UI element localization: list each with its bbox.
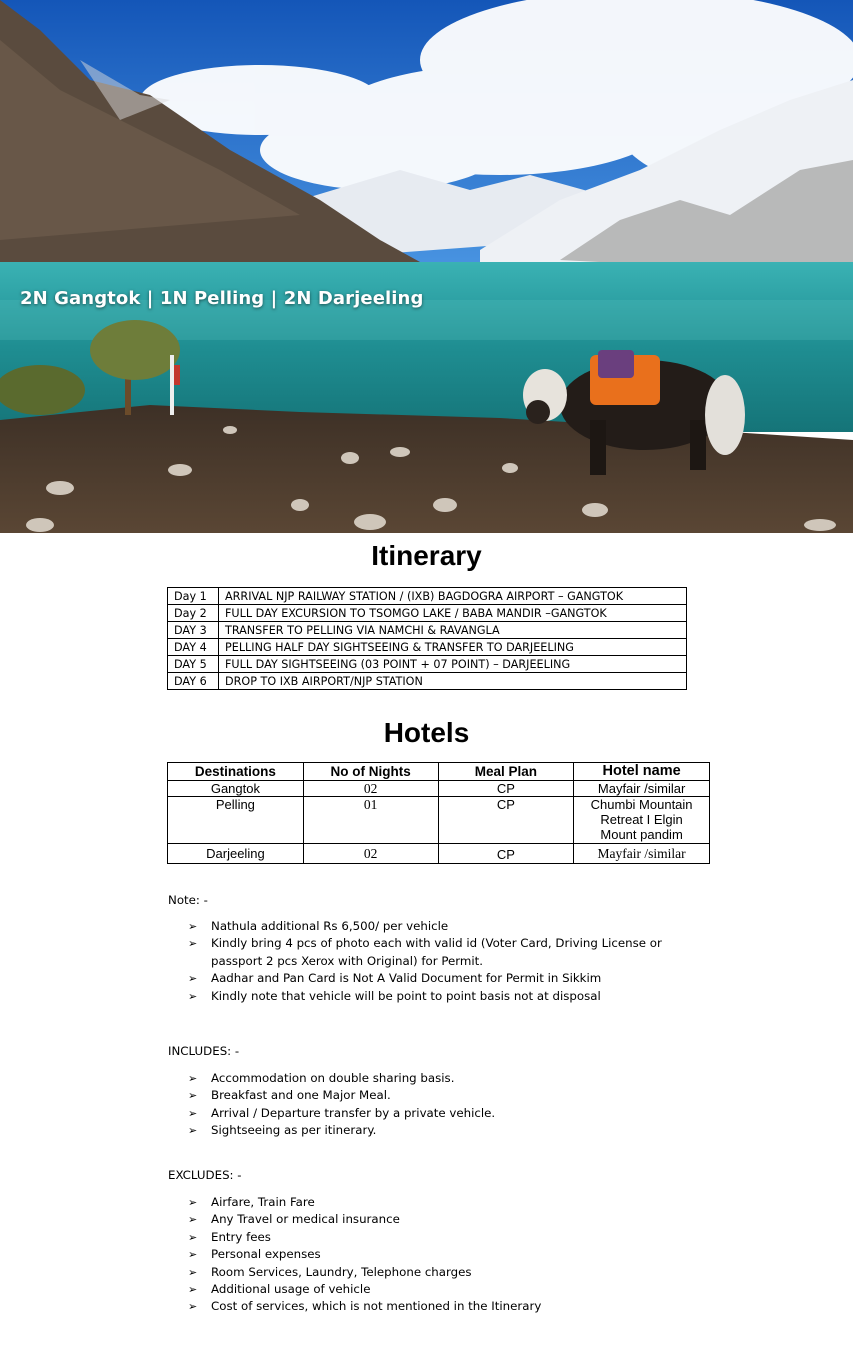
includes-label: INCLUDES: - — [168, 1044, 240, 1058]
list-item: ➢ Arrival / Departure transfer by a private vehicle. — [188, 1105, 708, 1122]
column-header-destinations: Destinations — [168, 763, 304, 781]
includes-list — [188, 1070, 708, 1140]
list-item: ➢ Nathula additional Rs 6,500/ per vehicle — [188, 918, 708, 935]
arrow-bullet-icon: ➢ — [188, 1265, 198, 1279]
tour-duration-caption: 2N Gangtok | 1N Pelling | 2N Darjeeling — [20, 288, 424, 309]
destination-cell: Darjeeling — [168, 844, 304, 864]
arrow-bullet-icon: ➢ — [188, 1283, 198, 1297]
arrow-bullet-icon: ➢ — [188, 1124, 198, 1138]
table-row — [168, 622, 687, 639]
list-item: ➢ Any Travel or medical insurance — [188, 1211, 708, 1228]
list-item: ➢ Room Services, Laundry, Telephone charges — [188, 1264, 708, 1281]
arrow-bullet-icon: ➢ — [188, 1213, 198, 1227]
list-item: ➢ Aadhar and Pan Card is Not A Valid Document for Permit in Sikkim — [188, 970, 708, 987]
day-cell: DAY 3 — [168, 622, 219, 639]
destination-cell: Gangtok — [168, 781, 304, 797]
table-row — [168, 605, 687, 622]
table-row — [168, 673, 687, 690]
hotel-name-cell: Mayfair /similar — [574, 781, 710, 797]
day-cell: Day 2 — [168, 605, 219, 622]
arrow-bullet-icon: ➢ — [188, 1089, 198, 1103]
itinerary-heading: Itinerary — [371, 540, 482, 571]
arrow-bullet-icon: ➢ — [188, 1072, 198, 1085]
arrow-bullet-icon: ➢ — [188, 1230, 198, 1244]
table-row — [168, 781, 710, 797]
activity-cell: FULL DAY EXCURSION TO TSOMGO LAKE / BABA MANDIR –GANGTOK — [219, 605, 687, 622]
day-cell: DAY 4 — [168, 639, 219, 656]
arrow-bullet-icon: ➢ — [188, 989, 198, 1003]
list-item: ➢ Cost of services, which is not mentioned in the Itinerary — [188, 1298, 708, 1315]
activity-cell: PELLING HALF DAY SIGHTSEEING & TRANSFER TO DARJEELING — [219, 639, 687, 656]
hotels-table — [167, 762, 710, 864]
activity-cell: DROP TO IXB AIRPORT/NJP STATION — [219, 673, 687, 690]
nights-cell: 02 — [303, 844, 438, 864]
excludes-label: EXCLUDES: - — [168, 1168, 242, 1182]
arrow-bullet-icon: ➢ — [188, 1106, 198, 1120]
destination-cell: Pelling — [168, 797, 304, 844]
arrow-bullet-icon: ➢ — [188, 1300, 198, 1314]
arrow-bullet-icon: ➢ — [188, 937, 198, 951]
list-item: ➢ Breakfast and one Major Meal. — [188, 1087, 708, 1104]
hero-image — [0, 0, 853, 533]
hotel-name-cell: Mayfair /similar — [574, 844, 710, 864]
hotel-name-cell: Chumbi Mountain Retreat I Elgin Mount pandim — [574, 797, 710, 844]
list-item: ➢ Accommodation on double sharing basis. — [188, 1070, 708, 1087]
day-cell: DAY 5 — [168, 656, 219, 673]
nights-cell: 01 — [303, 797, 438, 844]
meal-plan-cell: CP — [438, 844, 574, 864]
table-row — [168, 588, 687, 605]
list-item: ➢ Entry fees — [188, 1229, 708, 1246]
itinerary-table — [167, 587, 687, 690]
table-row — [168, 844, 710, 864]
day-cell: Day 1 — [168, 588, 219, 605]
arrow-bullet-icon: ➢ — [188, 1248, 198, 1262]
note-label: Note: - — [168, 893, 208, 907]
table-row — [168, 639, 687, 656]
table-header-row — [168, 763, 710, 781]
column-header-hotel-name: Hotel name — [574, 763, 710, 781]
arrow-bullet-icon: ➢ — [188, 972, 198, 986]
column-header-meal-plan: Meal Plan — [438, 763, 574, 781]
meal-plan-cell: CP — [438, 797, 574, 844]
hotels-heading: Hotels — [383, 717, 470, 748]
arrow-bullet-icon: ➢ — [188, 920, 198, 933]
list-item: ➢ Kindly bring 4 pcs of photo each with valid id (Voter Card, Driving License or passport 2 pcs Xerox with Original) for Permit. — [188, 936, 662, 968]
day-cell: DAY 6 — [168, 673, 219, 690]
lake-landscape-illustration — [0, 0, 853, 533]
list-item: ➢ Personal expenses — [188, 1246, 708, 1263]
table-row — [168, 797, 710, 844]
list-item: ➢ Kindly note that vehicle will be point to point basis not at disposal — [188, 988, 708, 1005]
activity-cell: ARRIVAL NJP RAILWAY STATION / (IXB) BAGDOGRA AIRPORT – GANGTOK — [219, 588, 687, 605]
note-list — [188, 918, 708, 1005]
excludes-list — [188, 1194, 708, 1316]
table-row — [168, 656, 687, 673]
list-item: ➢ Additional usage of vehicle — [188, 1281, 708, 1298]
column-header-nights: No of Nights — [303, 763, 438, 781]
arrow-bullet-icon: ➢ — [188, 1196, 198, 1209]
activity-cell: TRANSFER TO PELLING VIA NAMCHI & RAVANGLA — [219, 622, 687, 639]
nights-cell: 02 — [303, 781, 438, 797]
list-item: ➢ Sightseeing as per itinerary. — [188, 1122, 708, 1139]
meal-plan-cell: CP — [438, 781, 574, 797]
activity-cell: FULL DAY SIGHTSEEING (03 POINT + 07 POINT) – DARJEELING — [219, 656, 687, 673]
list-item: ➢ Airfare, Train Fare — [188, 1194, 708, 1211]
